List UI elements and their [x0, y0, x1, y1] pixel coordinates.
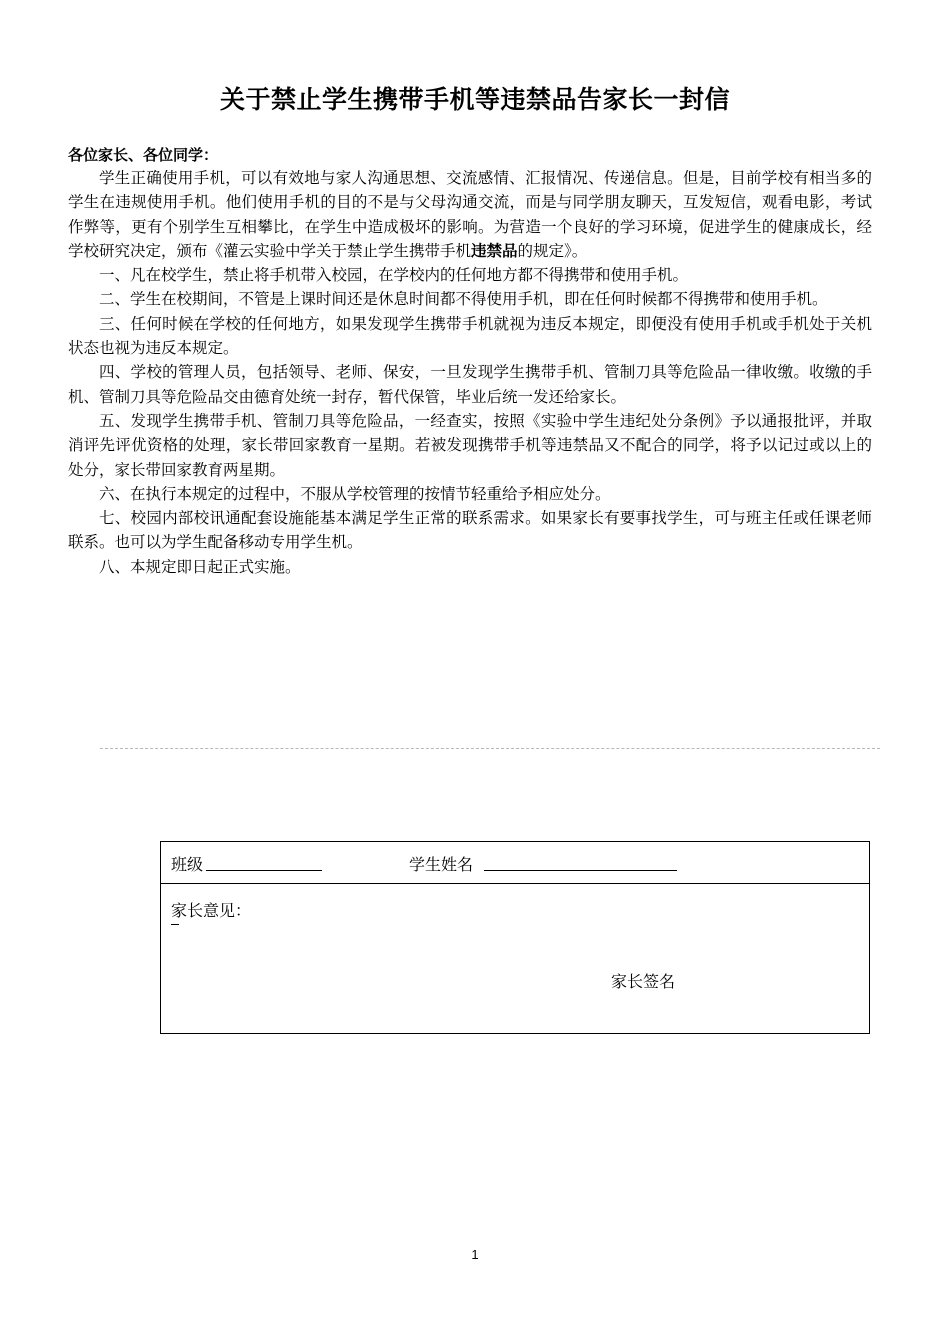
rule-7: 七、校园内部校讯通配套设施能基本满足学生正常的联系需求。如果家长有要事找学生，可与班主任或任课老师联系。也可以为学生配备移动专用学生机。: [68, 509, 872, 552]
page-title: 关于禁止学生携带手机等违禁品告家长一封信: [219, 85, 730, 114]
student-name-field[interactable]: [484, 870, 677, 871]
intro-bold-term: 违禁品: [471, 241, 518, 260]
rule-3: 三、任何时候在学校的任何地方，如果发现学生携带手机就视为违反本规定，即便没有使用手机或手机处于关机状态也视为违反本规定。: [68, 314, 872, 358]
rule-4: 四、学校的管理人员，包括领导、老师、保安，一旦发现学生携带手机、管制刀具等危险品一律收缴。收缴的手机、管制刀具等危险品交由德育处统一封存，暂代保管，毕业后统一发还给家长。: [68, 363, 872, 406]
rule-1: 一、凡在校学生，禁止将手机带入校园，在学校内的任何地方都不得携带和使用手机。: [99, 266, 689, 285]
reply-slip: [160, 841, 870, 1034]
intro-text-before: 学生正确使用手机，可以有效地与家人沟通思想、交流感情、汇报情况、传递信息。但是，目前学校有相当多的学生在违规使用手机。他们使用手机的目的不是与父母沟通交流，而是与同学朋友聊天，互发短信，观看电影，考试作弊等，更有个别学生互相攀比，在学生中造成极坏的影响。为营造一个良好的学习环境，促进学生的健康成长，经学校研究决定，颁布《灌云实验中学关于禁止学生携带手机: [68, 169, 872, 260]
cut-line-divider: [100, 748, 880, 749]
opinion-text-cursor: [171, 924, 179, 925]
rule-2: 二、学生在校期间，不管是上课时间还是休息时间都不得使用手机，即在任何时候都不得携带和使用手机。: [99, 290, 828, 309]
student-name-label: 学生姓名: [409, 855, 474, 874]
parent-signature-label: 家长签名: [611, 972, 676, 991]
class-label: 班级: [171, 855, 204, 874]
parent-opinion-area[interactable]: [161, 884, 869, 1034]
parent-opinion-label: 家长意见：: [171, 901, 252, 920]
intro-paragraph: [68, 166, 872, 263]
intro-text-after: 的规定》。: [517, 241, 588, 260]
letter-body: [68, 166, 872, 579]
salutation: 各位家长、各位同学：: [68, 146, 219, 164]
page-number: 1: [471, 1247, 479, 1262]
student-info-row: [161, 842, 869, 884]
rule-8: 八、本规定即日起正式实施。: [99, 557, 301, 576]
class-field[interactable]: [206, 870, 322, 871]
rule-5: 五、发现学生携带手机、管制刀具等危险品，一经查实，按照《实验中学生违纪处分条例》予以通报批评，并取消评先评优资格的处理，家长带回家教育一星期。若被发现携带手机等违禁品又不配合的同学，将予以记过或以上的处分，家长带回家教育两星期。: [68, 411, 872, 479]
rule-6: 六、在执行本规定的过程中，不服从学校管理的按情节轻重给予相应处分。: [99, 484, 611, 503]
